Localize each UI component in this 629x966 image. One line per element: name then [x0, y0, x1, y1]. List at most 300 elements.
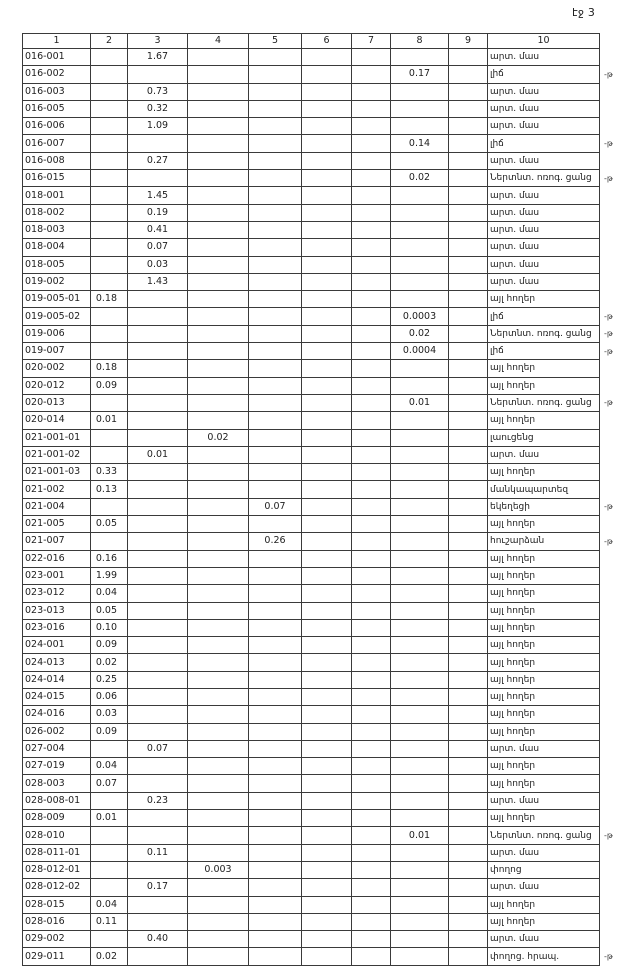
cell-col5	[249, 637, 302, 654]
cell-col7	[352, 343, 391, 360]
cell-col7	[352, 325, 391, 342]
cell-col2	[91, 792, 128, 809]
cell-col3: 0.07	[128, 740, 188, 757]
cell-col9	[449, 827, 488, 844]
cell-col7	[352, 861, 391, 878]
cell-col9	[449, 83, 488, 100]
cell-col8: 0.0003	[391, 308, 449, 325]
cell-code: 021-004	[23, 498, 91, 515]
cell-col6	[302, 827, 352, 844]
table-row	[23, 706, 600, 723]
cell-col8	[391, 464, 449, 481]
cell-code: 024-013	[23, 654, 91, 671]
cell-col8	[391, 49, 449, 66]
cell-code: 024-001	[23, 637, 91, 654]
cell-col9	[449, 291, 488, 308]
row-mark: -թ	[604, 398, 613, 408]
cell-col5	[249, 723, 302, 740]
cell-col5	[249, 83, 302, 100]
column-header-7: 7	[352, 34, 391, 49]
cell-col6	[302, 239, 352, 256]
cell-col5	[249, 844, 302, 861]
cell-col6	[302, 861, 352, 878]
table-row	[23, 567, 600, 584]
cell-col5	[249, 446, 302, 463]
cell-col6	[302, 308, 352, 325]
cell-type: լիճ	[488, 66, 600, 83]
cell-col4	[188, 879, 249, 896]
cell-col5	[249, 256, 302, 273]
cell-code: 016-007	[23, 135, 91, 152]
cell-col3: 0.40	[128, 931, 188, 948]
cell-col9	[449, 446, 488, 463]
cell-col5	[249, 66, 302, 83]
cell-col2	[91, 66, 128, 83]
cell-col8	[391, 256, 449, 273]
cell-col8	[391, 498, 449, 515]
cell-col9	[449, 152, 488, 169]
cell-col7	[352, 516, 391, 533]
cell-type: այլ հողեր	[488, 516, 600, 533]
cell-col6	[302, 585, 352, 602]
cell-type: հուշարձան	[488, 533, 600, 550]
cell-col4	[188, 135, 249, 152]
cell-col9	[449, 619, 488, 636]
cell-col3	[128, 394, 188, 411]
cell-col7	[352, 83, 391, 100]
cell-col4	[188, 170, 249, 187]
cell-col9	[449, 100, 488, 117]
cell-col7	[352, 481, 391, 498]
cell-col6	[302, 256, 352, 273]
cell-type: արտ. մաս	[488, 83, 600, 100]
table-row	[23, 66, 600, 83]
cell-col7	[352, 896, 391, 913]
cell-col2	[91, 827, 128, 844]
cell-col8	[391, 187, 449, 204]
cell-col6	[302, 100, 352, 117]
table-row	[23, 948, 600, 965]
cell-col7	[352, 533, 391, 550]
cell-col2: 0.05	[91, 602, 128, 619]
cell-col8: 0.01	[391, 394, 449, 411]
cell-col3	[128, 66, 188, 83]
cell-type: Ներտնտ. ոռոգ. ցանց	[488, 325, 600, 342]
cell-col9	[449, 758, 488, 775]
cell-code: 020-014	[23, 412, 91, 429]
table-row	[23, 619, 600, 636]
cell-code: 028-015	[23, 896, 91, 913]
cell-col9	[449, 360, 488, 377]
cell-col7	[352, 498, 391, 515]
cell-col8	[391, 360, 449, 377]
cell-col2: 0.01	[91, 810, 128, 827]
cell-col3	[128, 671, 188, 688]
cell-col3: 0.19	[128, 204, 188, 221]
table-row	[23, 256, 600, 273]
cell-col9	[449, 550, 488, 567]
cell-col2: 0.05	[91, 516, 128, 533]
cell-col7	[352, 118, 391, 135]
table-row	[23, 100, 600, 117]
cell-col6	[302, 533, 352, 550]
cell-col3: 1.67	[128, 49, 188, 66]
cell-code: 028-011-01	[23, 844, 91, 861]
cell-col2	[91, 135, 128, 152]
cell-col9	[449, 135, 488, 152]
cell-col6	[302, 775, 352, 792]
cell-col8	[391, 83, 449, 100]
cell-col2	[91, 49, 128, 66]
cell-col4	[188, 567, 249, 584]
cell-col6	[302, 204, 352, 221]
cell-col6	[302, 723, 352, 740]
cell-col6	[302, 844, 352, 861]
cell-col5	[249, 619, 302, 636]
cell-code: 016-015	[23, 170, 91, 187]
cell-code: 016-002	[23, 66, 91, 83]
cell-col2	[91, 221, 128, 238]
cell-col4	[188, 343, 249, 360]
cell-col5	[249, 654, 302, 671]
cell-type: արտ. մաս	[488, 792, 600, 809]
cell-col9	[449, 464, 488, 481]
cell-col5: 0.07	[249, 498, 302, 515]
cell-col9	[449, 844, 488, 861]
cell-type: այլ հողեր	[488, 602, 600, 619]
cell-col9	[449, 273, 488, 290]
cell-col4	[188, 827, 249, 844]
cell-col2: 0.03	[91, 706, 128, 723]
cell-col5	[249, 49, 302, 66]
cell-col3	[128, 343, 188, 360]
cell-col6	[302, 377, 352, 394]
cell-col8	[391, 792, 449, 809]
table-row	[23, 239, 600, 256]
cell-col6	[302, 637, 352, 654]
cell-col8	[391, 291, 449, 308]
cell-col3	[128, 827, 188, 844]
cell-type: այլ հողեր	[488, 412, 600, 429]
cell-col6	[302, 619, 352, 636]
column-header-9: 9	[449, 34, 488, 49]
cell-col3: 0.73	[128, 83, 188, 100]
cell-col7	[352, 723, 391, 740]
cell-col8	[391, 273, 449, 290]
cell-col3	[128, 550, 188, 567]
cell-col4	[188, 446, 249, 463]
cell-col4	[188, 256, 249, 273]
column-header-8: 8	[391, 34, 449, 49]
cell-type: Ներտնտ. ոռոգ. ցանց	[488, 170, 600, 187]
cell-col4	[188, 775, 249, 792]
cell-type: այլ հողեր	[488, 688, 600, 705]
cell-col8	[391, 567, 449, 584]
cell-type: այլ հողեր	[488, 775, 600, 792]
cell-type: արտ. մաս	[488, 446, 600, 463]
cell-col5	[249, 671, 302, 688]
cell-col2	[91, 187, 128, 204]
cell-col8: 0.02	[391, 170, 449, 187]
cell-col2: 0.09	[91, 723, 128, 740]
cell-col3: 0.41	[128, 221, 188, 238]
cell-col8	[391, 896, 449, 913]
cell-col2	[91, 273, 128, 290]
cell-col2	[91, 394, 128, 411]
cell-col5	[249, 879, 302, 896]
cell-col9	[449, 239, 488, 256]
cell-col3	[128, 758, 188, 775]
table-body	[23, 49, 600, 966]
cell-col4	[188, 273, 249, 290]
cell-col4	[188, 671, 249, 688]
cell-col3	[128, 706, 188, 723]
cell-col2: 0.33	[91, 464, 128, 481]
cell-type: այլ հողեր	[488, 637, 600, 654]
cell-col2: 0.04	[91, 896, 128, 913]
cell-col2	[91, 118, 128, 135]
cell-col2	[91, 861, 128, 878]
cell-col7	[352, 654, 391, 671]
cell-type: արտ. մաս	[488, 49, 600, 66]
cell-type: այլ հողեր	[488, 360, 600, 377]
cell-type: արտ. մաս	[488, 239, 600, 256]
cell-col3	[128, 325, 188, 342]
cell-col5	[249, 429, 302, 446]
cell-col7	[352, 66, 391, 83]
cell-col9	[449, 516, 488, 533]
cell-col4	[188, 360, 249, 377]
cell-col8	[391, 429, 449, 446]
cell-code: 016-008	[23, 152, 91, 169]
cell-col5	[249, 100, 302, 117]
cell-col4	[188, 239, 249, 256]
cell-col3	[128, 464, 188, 481]
cell-col4	[188, 533, 249, 550]
cell-code: 024-016	[23, 706, 91, 723]
cell-code: 021-007	[23, 533, 91, 550]
cell-col7	[352, 740, 391, 757]
table-row	[23, 879, 600, 896]
cell-col9	[449, 931, 488, 948]
cell-col3	[128, 775, 188, 792]
cell-col9	[449, 723, 488, 740]
cell-col6	[302, 325, 352, 342]
row-mark: -թ	[604, 69, 613, 79]
cell-col2	[91, 170, 128, 187]
table-row	[23, 550, 600, 567]
cell-col4	[188, 550, 249, 567]
cell-code: 016-006	[23, 118, 91, 135]
cell-col9	[449, 481, 488, 498]
cell-col9	[449, 637, 488, 654]
cell-col9	[449, 896, 488, 913]
cell-col7	[352, 291, 391, 308]
cell-code: 021-005	[23, 516, 91, 533]
cell-col7	[352, 775, 391, 792]
cell-type: այլ հողեր	[488, 567, 600, 584]
cell-col9	[449, 775, 488, 792]
cell-col6	[302, 221, 352, 238]
cell-col6	[302, 550, 352, 567]
cell-col6	[302, 446, 352, 463]
cell-col5	[249, 567, 302, 584]
cell-col4	[188, 792, 249, 809]
cell-col6	[302, 83, 352, 100]
cell-col9	[449, 187, 488, 204]
cell-col2: 0.10	[91, 619, 128, 636]
cell-type: այլ հողեր	[488, 464, 600, 481]
cell-col7	[352, 567, 391, 584]
cell-col8	[391, 533, 449, 550]
cell-col7	[352, 429, 391, 446]
table-row	[23, 308, 600, 325]
cell-code: 028-012-02	[23, 879, 91, 896]
cell-col3: 0.07	[128, 239, 188, 256]
cell-col9	[449, 204, 488, 221]
cell-col6	[302, 429, 352, 446]
cell-col3	[128, 360, 188, 377]
cell-col9	[449, 810, 488, 827]
cell-col8	[391, 585, 449, 602]
cell-col6	[302, 567, 352, 584]
cell-col5	[249, 810, 302, 827]
cell-col3: 0.11	[128, 844, 188, 861]
cell-col9	[449, 688, 488, 705]
cell-code: 019-006	[23, 325, 91, 342]
cell-col8: 0.01	[391, 827, 449, 844]
table-row	[23, 118, 600, 135]
cell-col7	[352, 637, 391, 654]
cell-col7	[352, 135, 391, 152]
cell-col2: 0.25	[91, 671, 128, 688]
cell-col6	[302, 187, 352, 204]
cell-col7	[352, 204, 391, 221]
table-row	[23, 810, 600, 827]
cell-col9	[449, 429, 488, 446]
cell-code: 018-002	[23, 204, 91, 221]
table-row	[23, 792, 600, 809]
cell-col8	[391, 412, 449, 429]
cell-col8	[391, 602, 449, 619]
cell-col6	[302, 135, 352, 152]
cell-col6	[302, 758, 352, 775]
cell-col8: 0.0004	[391, 343, 449, 360]
cell-col9	[449, 567, 488, 584]
cell-col4	[188, 481, 249, 498]
cell-col2	[91, 239, 128, 256]
cell-col6	[302, 671, 352, 688]
cell-code: 018-001	[23, 187, 91, 204]
cell-col7	[352, 308, 391, 325]
cell-col2	[91, 325, 128, 342]
cell-col4	[188, 810, 249, 827]
cell-col4	[188, 464, 249, 481]
cell-col2	[91, 844, 128, 861]
cell-col5	[249, 325, 302, 342]
cell-col8	[391, 637, 449, 654]
cell-code: 019-005-02	[23, 308, 91, 325]
cell-col4	[188, 204, 249, 221]
cell-col4	[188, 844, 249, 861]
cell-col6	[302, 740, 352, 757]
cell-col2	[91, 256, 128, 273]
cell-col7	[352, 273, 391, 290]
cell-col5	[249, 118, 302, 135]
row-mark: -թ	[604, 138, 613, 148]
cell-col5	[249, 602, 302, 619]
cell-type: արտ. մաս	[488, 187, 600, 204]
cell-col2: 0.18	[91, 360, 128, 377]
cell-col4	[188, 688, 249, 705]
table-row	[23, 412, 600, 429]
cell-code: 029-011	[23, 948, 91, 965]
cell-col9	[449, 948, 488, 965]
cell-type: արտ. մաս	[488, 256, 600, 273]
table-row	[23, 170, 600, 187]
column-header-4: 4	[188, 34, 249, 49]
table-row	[23, 221, 600, 238]
cell-col8	[391, 204, 449, 221]
cell-col6	[302, 464, 352, 481]
cell-col3	[128, 637, 188, 654]
cell-col5	[249, 516, 302, 533]
cell-col9	[449, 49, 488, 66]
cell-col9	[449, 118, 488, 135]
cell-col9	[449, 671, 488, 688]
column-header-10: 10	[488, 34, 600, 49]
cell-type: արտ. մաս	[488, 844, 600, 861]
cell-code: 023-016	[23, 619, 91, 636]
cell-type: արտ. մաս	[488, 221, 600, 238]
cell-col7	[352, 706, 391, 723]
cell-col5	[249, 913, 302, 930]
cell-col4	[188, 221, 249, 238]
row-mark: -թ	[604, 346, 613, 356]
cell-type: մանկապարտեզ	[488, 481, 600, 498]
cell-col6	[302, 343, 352, 360]
table-row	[23, 481, 600, 498]
cell-col5	[249, 948, 302, 965]
cell-type: այլ հողեր	[488, 723, 600, 740]
table-row	[23, 360, 600, 377]
cell-type: այլ հողեր	[488, 550, 600, 567]
cell-col4	[188, 740, 249, 757]
cell-col2: 0.04	[91, 758, 128, 775]
cell-col6	[302, 481, 352, 498]
cell-col3	[128, 377, 188, 394]
cell-col9	[449, 792, 488, 809]
cell-col5	[249, 775, 302, 792]
cell-code: 028-003	[23, 775, 91, 792]
cell-col7	[352, 464, 391, 481]
cell-col5	[249, 308, 302, 325]
table-row	[23, 429, 600, 446]
cell-col2	[91, 879, 128, 896]
cell-col5	[249, 688, 302, 705]
cell-type: լաուցենց	[488, 429, 600, 446]
cell-type: փողոց	[488, 861, 600, 878]
cell-type: արտ. մաս	[488, 740, 600, 757]
cell-col2	[91, 931, 128, 948]
cell-col8	[391, 688, 449, 705]
cell-col8: 0.17	[391, 66, 449, 83]
cell-col4	[188, 585, 249, 602]
cell-col8	[391, 118, 449, 135]
cell-code: 022-016	[23, 550, 91, 567]
cell-col5	[249, 221, 302, 238]
table-row	[23, 775, 600, 792]
